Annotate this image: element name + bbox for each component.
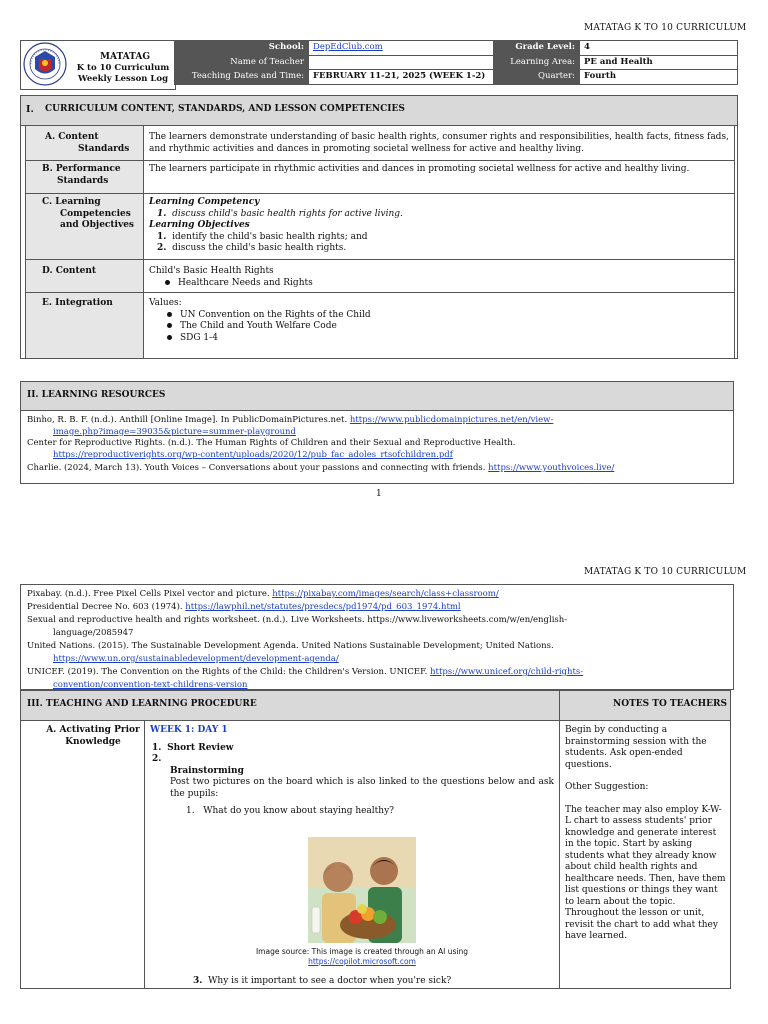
- brainstorming-text: Post two pictures on the board which is also linked to the questions below and ask the pupils:: [170, 777, 554, 799]
- section3-header: [20, 690, 731, 721]
- teacher-label: Name of Teacher: [175, 56, 309, 70]
- area-label: Learning Area:: [494, 56, 580, 70]
- grade-label: Grade Level:: [494, 41, 580, 56]
- school-link[interactable]: DepEdClub.com: [313, 42, 383, 52]
- logo-block: [20, 40, 176, 90]
- objectives-heading: Learning Objectives: [149, 220, 250, 230]
- notes-paragraph-2: Other Suggestion:: [565, 782, 649, 792]
- reference-5: Presidential Decree No. 603 (1974). https://lawphil.net/statutes/presdecs/pd1974/pd_603_1974.html: [27, 602, 461, 612]
- section1-number: I.: [26, 104, 34, 115]
- section3-body: [20, 721, 731, 989]
- notes-paragraph-3: The teacher may also employ K-W-L chart to assess students' prior knowledge and generate interest in the topic. Start by asking students what they already know about child health rights and healthcare needs. Then, have them list questions or things they want to learn about the topic.: [565, 804, 726, 907]
- quarter-label: Quarter:: [494, 70, 580, 85]
- reference-2: Center for Reproductive Rights. (n.d.). The Human Rights of Children and their Sexual and Reproductive Health.: [27, 438, 516, 448]
- reference-4: Pixabay. (n.d.). Free Pixel Cells Pixel vector and picture. https://pixabay.com/images/search/class+classroom/: [27, 589, 499, 599]
- school-label: School:: [175, 41, 309, 56]
- teacher-value: [309, 56, 494, 70]
- area-value: PE and Health: [580, 56, 738, 70]
- competency-item: discuss child's basic health rights for active living.: [172, 208, 403, 219]
- content-text: Child's Basic Health Rights Healthcare Needs and Rights: [149, 266, 313, 288]
- brainstorming-heading: Brainstorming: [170, 765, 244, 776]
- bullet-icon: [167, 312, 172, 317]
- question-3: 3. Why is it important to see a doctor when you're sick?: [193, 976, 452, 986]
- competency-heading: Learning Competency: [149, 197, 260, 207]
- page-number: 1: [376, 489, 382, 499]
- notes-to-teachers: [565, 725, 727, 943]
- info-table: [174, 40, 738, 85]
- reference-7: United Nations. (2015). The Sustainable Development Agenda. United Nations Sustainable Development; United Nations.: [27, 641, 554, 651]
- integration-label: E. Integration: [42, 298, 113, 308]
- notes-paragraph-4: Throughout the lesson or unit, revisit the chart to add what they have learned.: [565, 908, 718, 941]
- reference-8: UNICEF. (2019). The Convention on the Rights of the Child: the Children's Version. UNICEF. https://www.unicef.org/child-rights-: [27, 667, 584, 677]
- logo-line2: K to 10 Curriculum: [76, 63, 170, 73]
- logo-title: MATATAG: [99, 52, 151, 62]
- grade-value: 4: [580, 41, 738, 56]
- competencies-text: Learning Competency 1. discuss child's basic health rights for active living. Learning Objectives 1. identify the child's basic health rights; and 2. discuss the child's basic health rights.: [149, 197, 729, 255]
- performance-standards-label: B. Performance Standards: [42, 164, 121, 186]
- reference-1: Binho, R. B. F. (n.d.). Anthill [Online Image]. In PublicDomainPictures.net. https://www.publicdomainpictures.net/en/view-: [27, 415, 554, 425]
- content-label: D. Content: [42, 266, 97, 276]
- dates-value: FEBRUARY 11-21, 2025 (WEEK 1-2): [309, 70, 494, 85]
- reference-3: Charlie. (2024, March 13). Youth Voices – Conversations about your passions and connecting with friends. https://www.youthvoices.live/: [27, 463, 615, 473]
- integration-text: Values: UN Convention on the Rights of the Child The Child and Youth Welfare Code SDG 1-4: [149, 298, 371, 343]
- curriculum-header-2: MATATAG K TO 10 CURRICULUM: [584, 567, 747, 577]
- deped-seal-icon: [23, 42, 67, 86]
- content-standards-text: The learners demonstrate understanding of basic health rights, consumer rights and responsibilities, health facts, fitness fads, and rhythmic activities and dances in promoting societal wellness for active and healthy living.: [149, 132, 729, 154]
- objective-2: discuss the child's basic health rights.: [172, 243, 347, 253]
- references-continued: Pixabay. (n.d.). Free Pixel Cells Pixel vector and picture. https://pixabay.com/images/search/class+classroom/ Presidential Decree No. 603 (1974). https://lawphil.net/statutes/presdecs/pd1974/pd_603_1974.html Sexual and reproductive health and rights worksheet. (n.d.). Live Worksheets. https://www.liveworksheets.com/w/en/english- language/2085947 United Nations. (2015). The Sustainable Development Agenda. United Nations Sustainable Development; United Nations. https://www.un.org/sustainabledevelopment/development-agenda/ UNICEF. (2019). The Convention on the Rights of the Child: the Children's Version. UNICEF. https://www.unicef.org/child-rights- convention/convention-text-childrens-version: [20, 584, 734, 690]
- objective-1: identify the child's basic health rights; and: [172, 231, 368, 242]
- bullet-icon: [167, 323, 172, 328]
- healthy-kids-image: [308, 837, 416, 943]
- copilot-link[interactable]: https://copilot.microsoft.com: [308, 957, 416, 966]
- section2-body: [20, 411, 734, 484]
- section2-header: [20, 381, 734, 411]
- logo-line3: Weekly Lesson Log: [77, 74, 169, 84]
- section1-title: CURRICULUM CONTENT, STANDARDS, AND LESSON COMPETENCIES: [45, 104, 405, 114]
- section3-title: III. TEACHING AND LEARNING PROCEDURE: [27, 699, 257, 709]
- quarter-value: Fourth: [580, 70, 738, 85]
- short-review: Short Review: [167, 742, 234, 753]
- dates-label: Teaching Dates and Time:: [175, 70, 309, 85]
- reference-1-link[interactable]: image.php?image=39035&picture=summer-playground: [53, 426, 296, 437]
- curriculum-header: MATATAG K TO 10 CURRICULUM: [584, 23, 747, 33]
- section2-title: II. LEARNING RESOURCES: [27, 390, 166, 400]
- section1-header: [20, 95, 738, 126]
- section1-body: [20, 126, 738, 359]
- reference-6: Sexual and reproductive health and rights worksheet. (n.d.). Live Worksheets. https://www.liveworksheets.com/w/en/english-: [27, 615, 568, 625]
- performance-standards-text: The learners participate in rhythmic activities and dances in promoting societal wellness for active and healthy living.: [149, 164, 690, 174]
- question-1: What do you know about staying healthy?: [203, 806, 395, 816]
- notes-paragraph-1: Begin by conducting a brainstorming session with the students. Ask open-ended questions.: [565, 725, 707, 770]
- image-source: Image source: This image is created through an AI using https://copilot.microsoft.com: [255, 947, 469, 966]
- procedure-content: WEEK 1: DAY 1 1. Short Review 2. Brainstorming Post two pictures on the board which is also linked to the questions below and ask the pupils: 1. What do you know about staying healthy?: [150, 725, 554, 816]
- week-heading: WEEK 1: DAY 1: [150, 725, 228, 735]
- bullet-icon: [165, 280, 170, 285]
- competencies-label: C. Learning Competencies and Objectives: [42, 197, 134, 230]
- reference-2-link[interactable]: https://reproductiverights.org/wp-content/uploads/2020/12/pub_fac_adoles_rtsofchildren.pdf: [53, 449, 453, 460]
- bullet-icon: [167, 335, 172, 340]
- notes-title: NOTES TO TEACHERS: [613, 699, 727, 709]
- content-standards-label: A. Content Standards: [45, 132, 130, 154]
- activating-prior-knowledge-label: A. Activating Prior Knowledge: [46, 725, 140, 747]
